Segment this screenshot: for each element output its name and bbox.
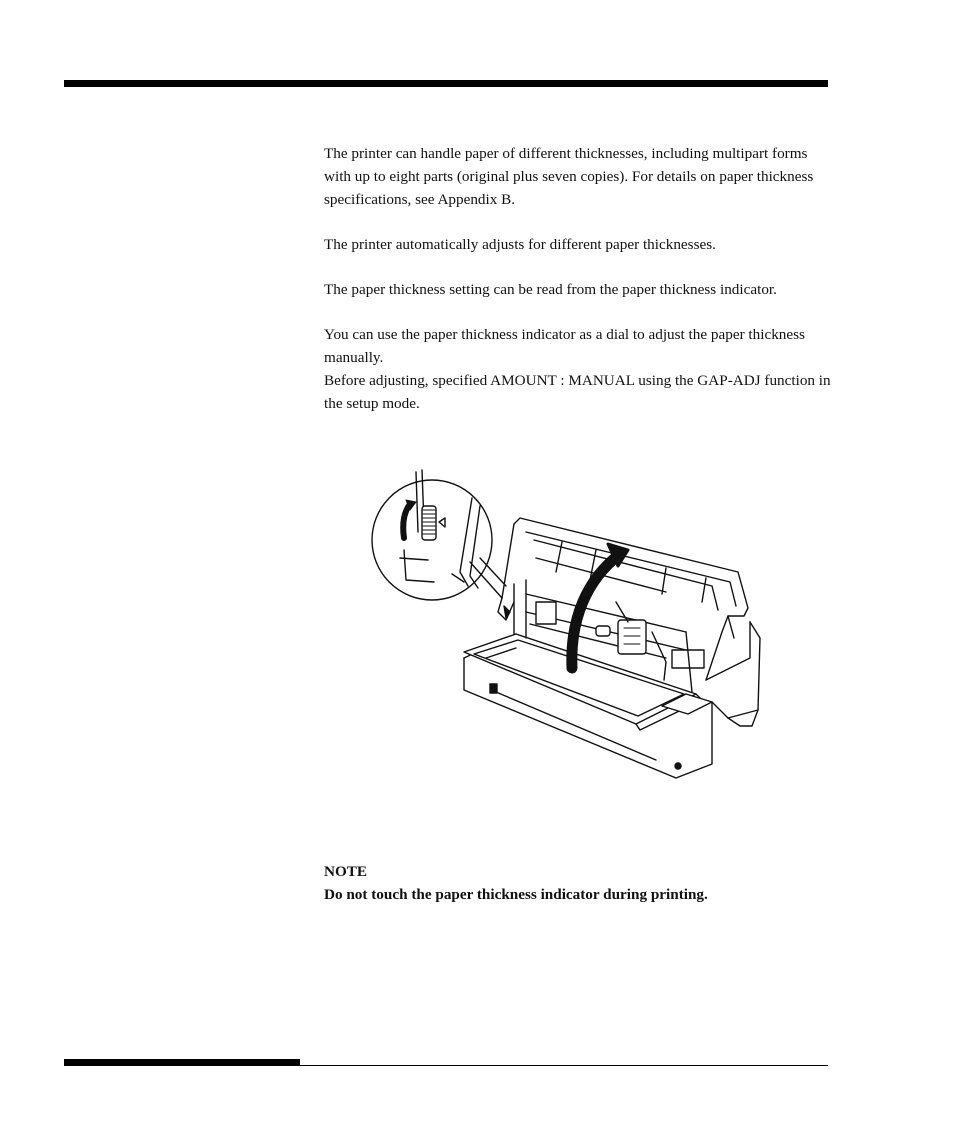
paragraph-paper-thickness-capability: The printer can handle paper of different thicknesses, including multipart forms with up to eight parts (original plus seven copies). For details on paper thickness specifications, see Appendix B. (324, 145, 814, 208)
footer-rule-thin (300, 1065, 828, 1066)
note-heading: NOTE (324, 863, 368, 880)
paragraph-setup-mode: Before adjusting, specified AMOUNT : MANUAL using the GAP-ADJ function in the setup mode. (324, 372, 831, 412)
note-text: Do not touch the paper thickness indicator during printing. (324, 886, 708, 903)
footer-rule-thick (64, 1059, 300, 1066)
printer-open-cover-illustration (366, 462, 776, 784)
printer-body (464, 580, 760, 778)
paragraph-manual-adjustment: You can use the paper thickness indicator as a dial to adjust the paper thickness manually. (324, 326, 805, 366)
header-rule (64, 80, 828, 87)
paper-thickness-dial-icon (372, 470, 506, 600)
note-block (324, 860, 834, 906)
paragraph-automatic-adjustment: The printer automatically adjusts for different paper thicknesses. (324, 236, 716, 253)
body-text (324, 142, 834, 437)
paragraph-indicator-reading: The paper thickness setting can be read from the paper thickness indicator. (324, 281, 777, 298)
